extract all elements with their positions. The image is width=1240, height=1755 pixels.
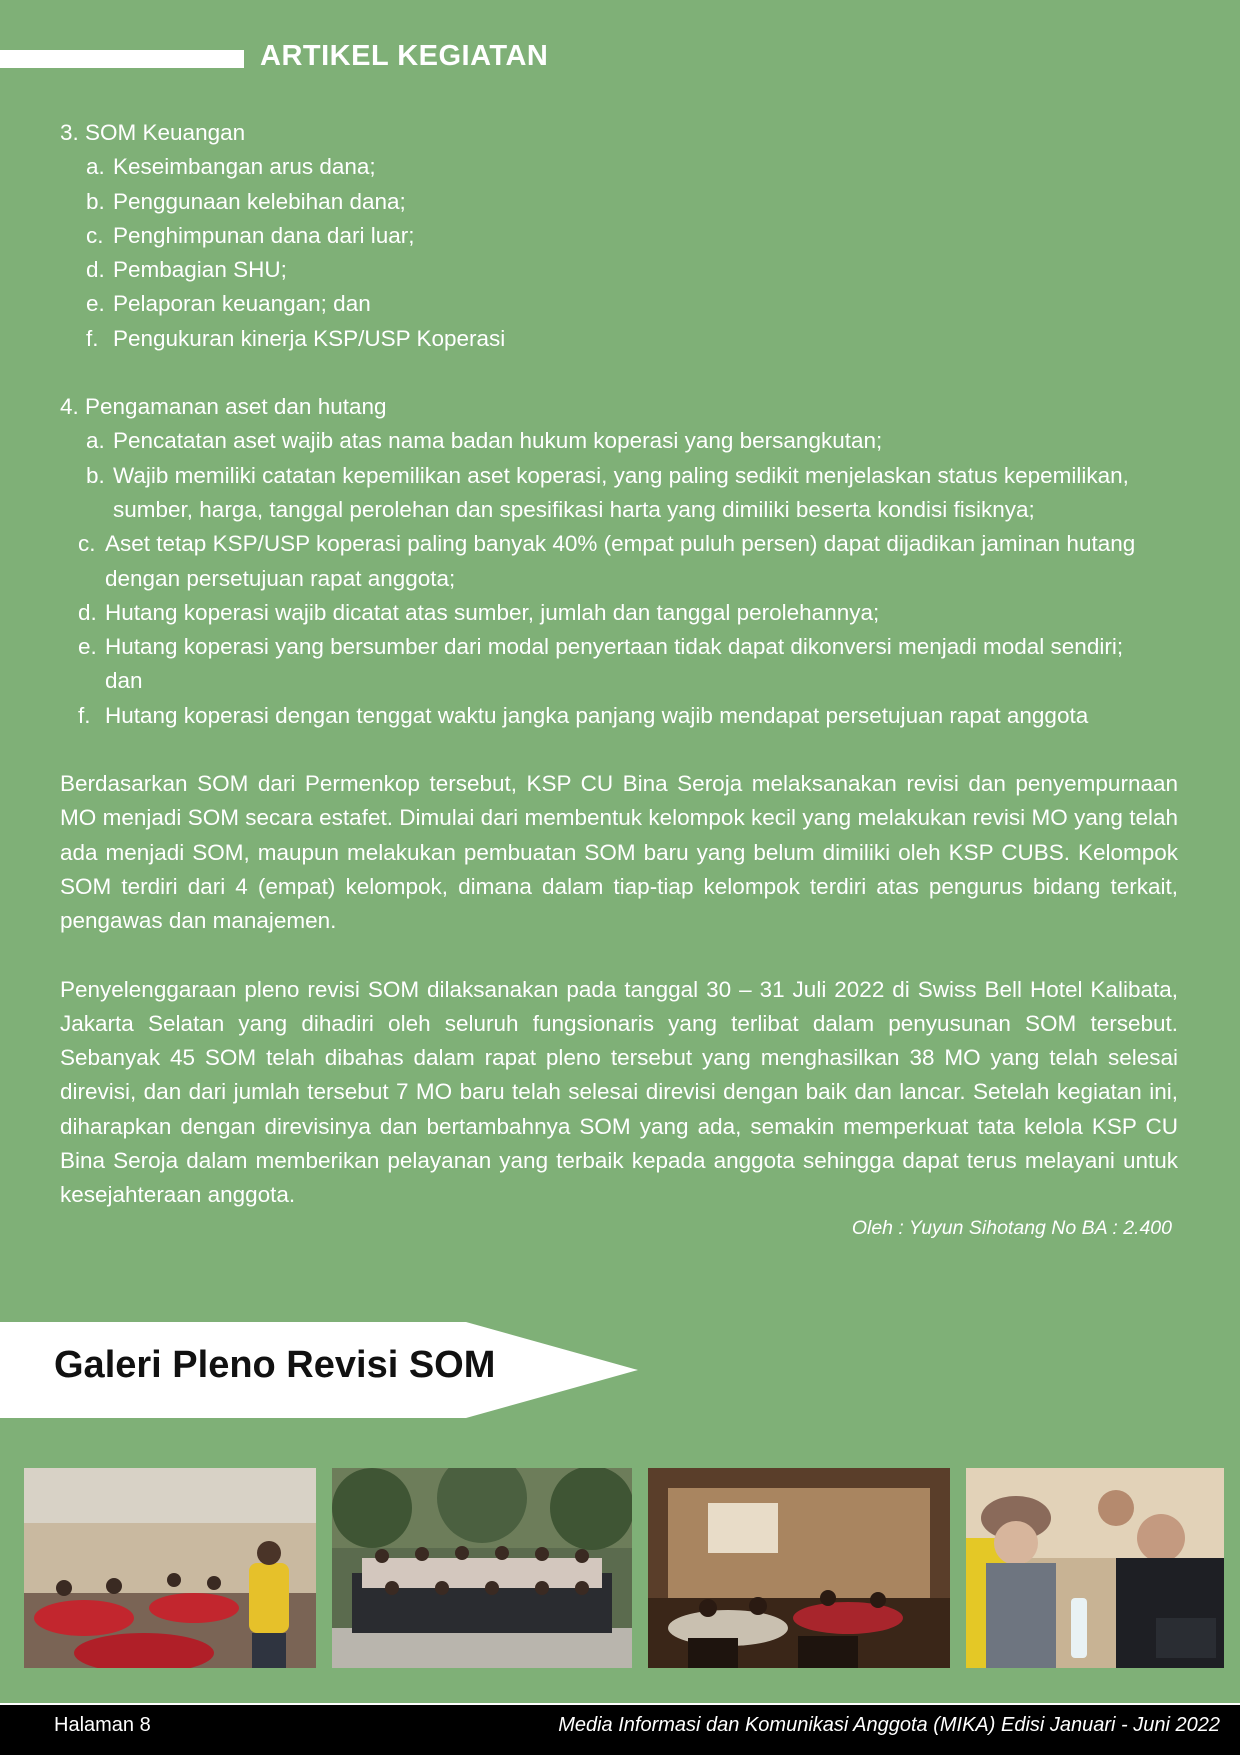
list-item: c. Penghimpunan dana dari luar; bbox=[86, 222, 415, 248]
list-item: e. Pelaporan keuangan; dan bbox=[86, 291, 371, 317]
section-3-list bbox=[60, 150, 1178, 356]
article-body bbox=[60, 116, 1178, 1243]
author-credit: Oleh : Yuyun Sihotang No BA : 2.400 bbox=[851, 1216, 1172, 1239]
list-item: b. Wajib memiliki catatan kepemilikan aset koperasi, yang paling sedikit menjelaskan status kepemilikan, sumber, harga, tanggal perolehan dan spesifikasi harta yang dimiliki beserta kondisi fisiknya; bbox=[86, 462, 1129, 522]
footer-divider bbox=[0, 1703, 1240, 1705]
header-bar bbox=[0, 50, 244, 68]
list-item: d. Hutang koperasi wajib dicatat atas sumber, jumlah dan tanggal perolehannya; bbox=[78, 599, 880, 625]
paragraph: Berdasarkan SOM dari Permenkop tersebut, KSP CU Bina Seroja melaksanakan revisi dan penyempurnaan MO menjadi SOM secara estafet. Dimulai dari membentuk kelompok kecil yang melakukan revisi MO yang telah ada menjadi SOM, maupun melakukan pembuatan SOM baru yang belum dimiliki oleh KSP CUBS. Kelompok SOM terdiri dari 4 (empat) kelompok, dimana dalam tiap-tiap kelompok terdiri atas pengurus bidang terkait, pengawas dan manajemen. bbox=[60, 771, 1178, 934]
gallery-photo-2 bbox=[332, 1468, 632, 1668]
list-item: d. Pembagian SHU; bbox=[86, 257, 287, 283]
list-item: f. Hutang koperasi dengan tenggat waktu jangka panjang wajib mendapat persetujuan rapat anggota bbox=[78, 702, 1089, 728]
section-4-list bbox=[60, 424, 1178, 733]
list-item: e. Hutang koperasi yang bersumber dari modal penyertaan tidak dapat dikonversi menjadi modal sendiri; dan bbox=[78, 634, 1124, 694]
list-item: c. Aset tetap KSP/USP koperasi paling banyak 40% (empat puluh persen) dapat dijadikan jaminan hutang dengan persetujuan rapat anggota; bbox=[78, 531, 1136, 591]
paragraph: Penyelenggaraan pleno revisi SOM dilaksanakan pada tanggal 30 – 31 Juli 2022 di Swiss Bell Hotel Kalibata, Jakarta Selatan yang dihadiri oleh seluruh fungsionaris yang terlibat dalam penyusunan SOM tersebut. Sebanyak 45 SOM telah dibahas dalam rapat pleno tersebut yang menghasilkan 38 MO yang telah selesai direvisi, dan dari jumlah tersebut 7 MO baru telah selesai direvisi dengan baik dan lancar. Setelah kegiatan ini, diharapkan dengan direvisinya dan bertambahnya SOM yang ada, semakin memperkuat tata kelola KSP CU Bina Seroja dalam memberikan pelayanan yang terbaik kepada anggota sehingga dapat terus melayani untuk kesejahteraan anggota. bbox=[60, 976, 1178, 1208]
list-item: f. Pengukuran kinerja KSP/USP Koperasi bbox=[86, 325, 506, 351]
list-item: a. Keseimbangan arus dana; bbox=[86, 154, 376, 180]
publication-name: Media Informasi dan Komunikasi Anggota (MIKA) Edisi Januari - Juni 2022 bbox=[558, 1714, 1220, 1736]
gallery-photo-4 bbox=[966, 1468, 1224, 1668]
gallery-photo-3 bbox=[648, 1468, 950, 1668]
list-item: a. Pencatatan aset wajib atas nama badan hukum koperasi yang bersangkutan; bbox=[86, 428, 883, 454]
gallery-title: Galeri Pleno Revisi SOM bbox=[54, 1344, 496, 1386]
list-item: b. Penggunaan kelebihan dana; bbox=[86, 188, 406, 214]
page-section-title: ARTIKEL KEGIATAN bbox=[260, 40, 549, 72]
gallery-photo-1 bbox=[24, 1468, 316, 1668]
section-4-title: 4. Pengamanan aset dan hutang bbox=[60, 394, 387, 420]
section-3-title: 3. SOM Keuangan bbox=[60, 120, 246, 145]
page-number: Halaman 8 bbox=[54, 1714, 151, 1736]
